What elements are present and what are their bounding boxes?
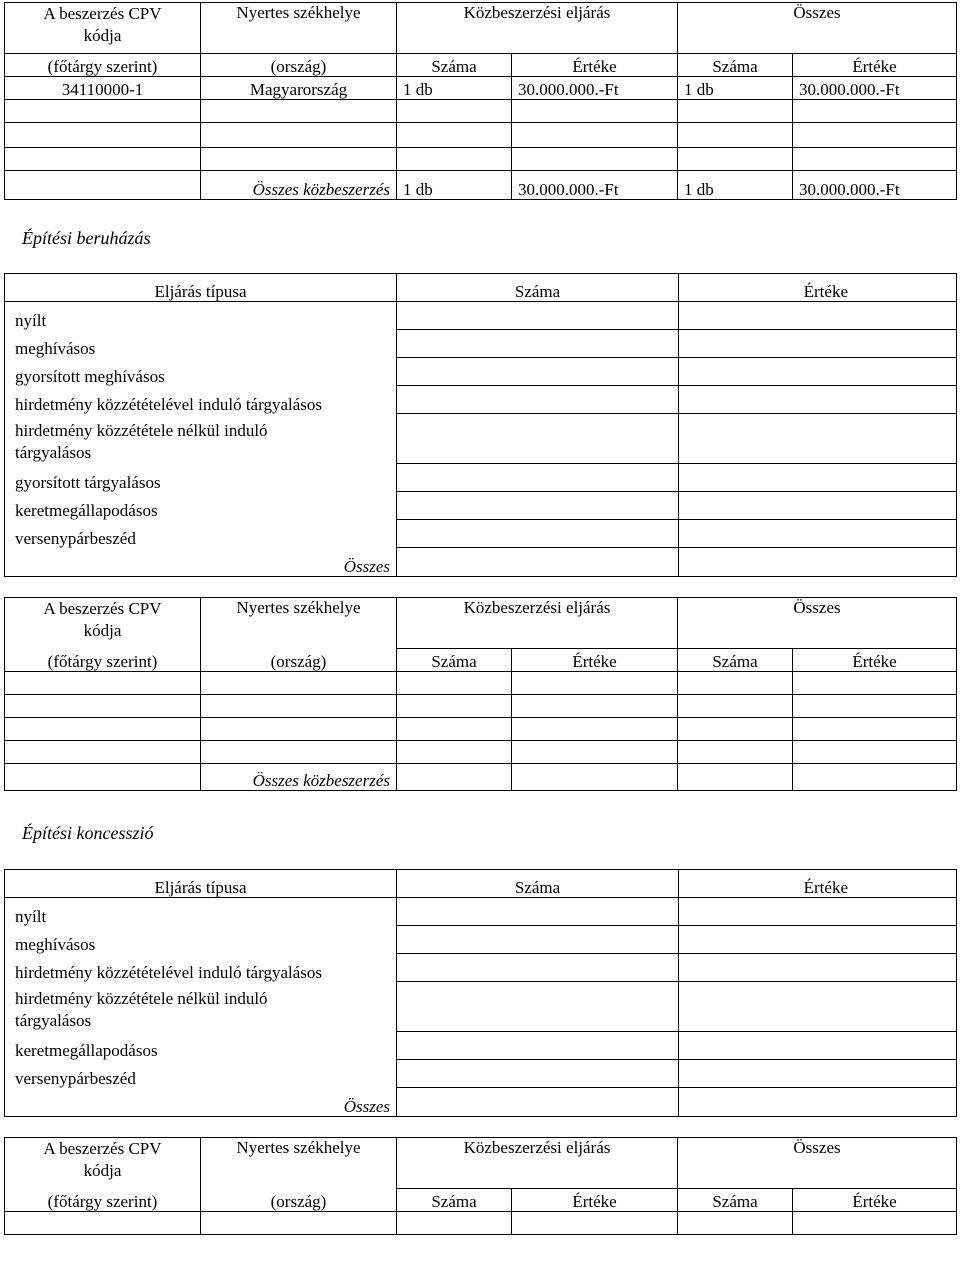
proc-count: 1 db [397,77,512,100]
procurement-header: Közbeszerzési eljárás [397,3,678,30]
list-item: versenypárbeszéd [5,1060,957,1088]
list-item: nyílt [5,898,957,926]
seat-subheader: (ország) [201,54,397,77]
count-header: Száma [397,870,679,898]
list-item: hirdetmény közzététele nélkül induló tárgyalásos [5,982,957,1032]
table-row [5,123,957,148]
sum-proc-count: 1 db [397,171,512,200]
sum-label: Összes közbeszerzés [201,764,397,791]
proc-value-header: Értéke [512,54,678,77]
total-header: Összes [678,1138,957,1165]
seat-header: Nyertes székhelye [201,1138,397,1189]
type-header: Eljárás típusa [5,870,397,898]
proc-count-header: Száma [397,1189,512,1212]
cpv-code-subheader: (főtárgy szerint) [5,54,201,77]
procedure-table-beruhazas [4,273,956,577]
total-label: Összes [5,1088,397,1117]
table-row [5,77,957,100]
seat-header: Nyertes székhelye [201,598,397,649]
procurement-header: Közbeszerzési eljárás [397,598,678,625]
list-item: nyílt [5,302,957,330]
cpv-code-header: A beszerzés CPV kódja [5,598,201,649]
procedure-table-koncesszio [4,869,956,1117]
proc-count-header: Száma [397,649,512,672]
total-count-header: Száma [678,649,793,672]
total-count-header: Száma [678,54,793,77]
total-count: 1 db [678,77,793,100]
list-item: meghívásos [5,926,957,954]
total-value-header: Értéke [793,54,957,77]
total-label: Összes [5,548,397,577]
table-row [5,718,957,741]
total-count-header: Száma [678,1189,793,1212]
cpv-code: 34110000-1 [5,77,201,100]
list-item: keretmegállapodásos [5,1032,957,1060]
total-row [5,1088,957,1117]
proc-value-header: Értéke [512,1189,678,1212]
cpv-code-header: A beszerzés CPV kódja [5,1138,201,1189]
list-item: gyorsított meghívásos [5,358,957,386]
list-item: hirdetmény közzétételével induló tárgyalásos [5,954,957,982]
cpv-code-subheader: (főtárgy szerint) [5,1189,201,1212]
sum-label: Összes közbeszerzés [201,171,397,200]
section-title-koncesszio: Építési koncesszió [22,823,154,843]
total-value: 30.000.000.-Ft [793,77,957,100]
list-item: hirdetmény közzététele nélkül induló tárgyalásos [5,414,957,464]
sum-total-count: 1 db [678,171,793,200]
seat-subheader: (ország) [201,649,397,672]
procurement-header: Közbeszerzési eljárás [397,1138,678,1165]
proc-value: 30.000.000.-Ft [512,77,678,100]
cpv-code-header: A beszerzés CPV kódja [5,3,201,54]
list-item: versenypárbeszéd [5,520,957,548]
table-row [5,741,957,764]
count-header: Száma [397,274,679,302]
proc-value-header: Értéke [512,649,678,672]
total-header: Összes [678,3,957,30]
table-row [5,672,957,695]
total-row [5,548,957,577]
sum-row [5,171,957,200]
total-value-header: Értéke [793,1189,957,1212]
list-item: gyorsított tárgyalásos [5,464,957,492]
total-header: Összes [678,598,957,625]
value-header: Értéke [679,274,957,302]
table-row [5,148,957,171]
table-row [5,100,957,123]
proc-count-header: Száma [397,54,512,77]
value-header: Értéke [679,870,957,898]
total-value-header: Értéke [793,649,957,672]
cpv-table-3 [4,1137,956,1235]
sum-row [5,764,957,791]
seat-subheader: (ország) [201,1189,397,1212]
seat-header: Nyertes székhelye [201,3,397,54]
sum-total-value: 30.000.000.-Ft [793,171,957,200]
table-row [5,1212,957,1235]
list-item: hirdetmény közzétételével induló tárgyalásos [5,386,957,414]
type-header: Eljárás típusa [5,274,397,302]
table-row [5,695,957,718]
section-title-beruhazas: Építési beruházás [22,228,151,248]
country: Magyarország [201,77,397,100]
sum-proc-value: 30.000.000.-Ft [512,171,678,200]
cpv-table-2 [4,597,956,791]
cpv-table-1 [4,2,956,200]
cpv-code-subheader: (főtárgy szerint) [5,649,201,672]
list-item: keretmegállapodásos [5,492,957,520]
list-item: meghívásos [5,330,957,358]
